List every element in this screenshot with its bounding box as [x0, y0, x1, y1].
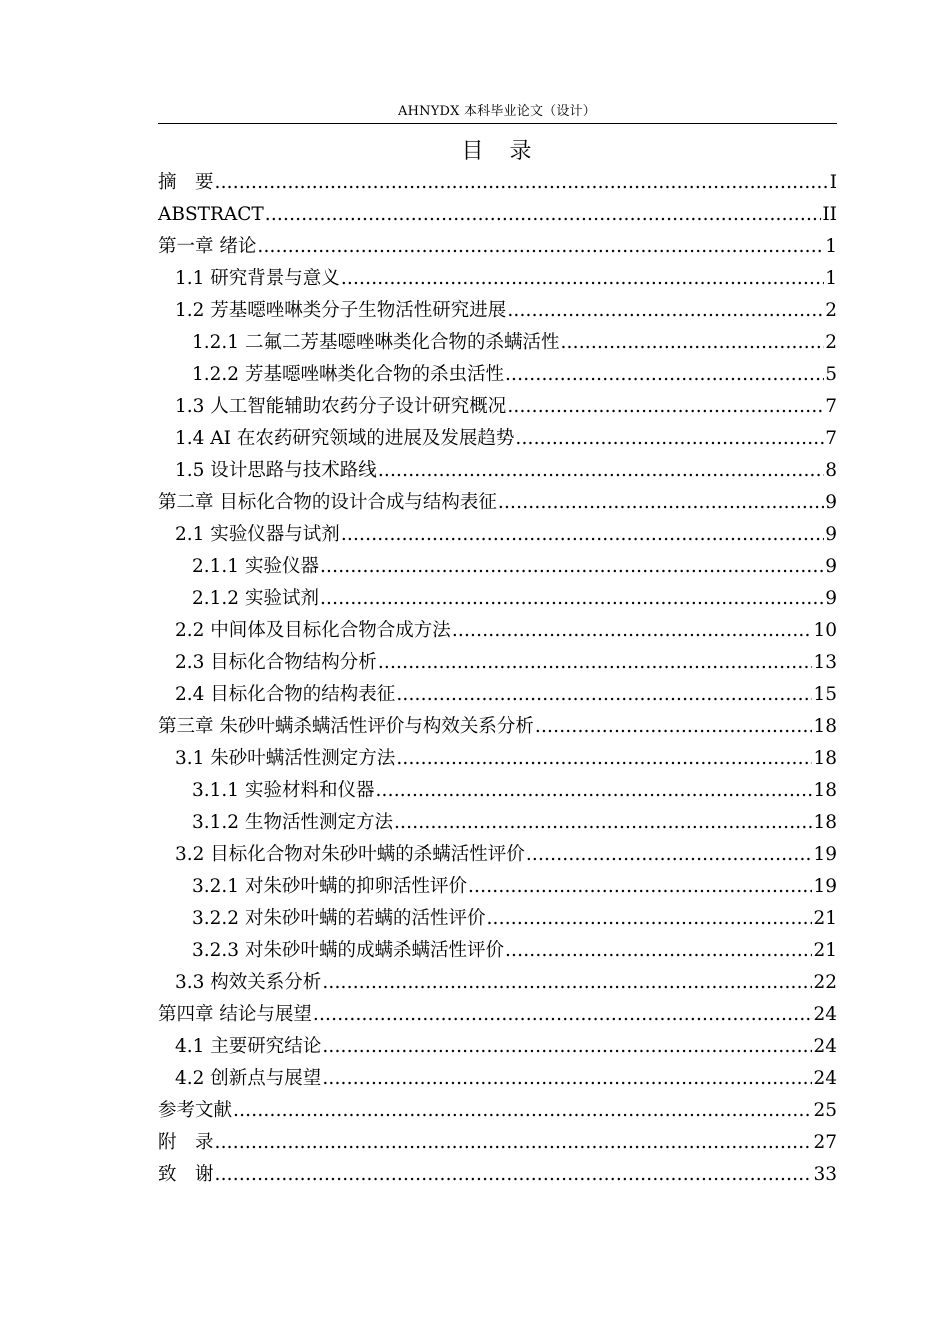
- toc-entry-page-number: 25: [813, 1100, 837, 1121]
- toc-entry-page-number: 1: [825, 268, 837, 289]
- toc-entry[interactable]: [158, 551, 837, 583]
- toc-entry[interactable]: [158, 167, 837, 199]
- toc-entry-page-number: 7: [825, 428, 837, 449]
- toc-entry-label: 3.3 构效关系分析: [175, 972, 322, 993]
- toc-entry-page-number: 10: [813, 620, 837, 641]
- toc-dot-leader: [378, 647, 813, 679]
- toc-dot-leader: [322, 1031, 812, 1063]
- toc-entry-label: 3.2.1 对朱砂叶螨的抑卵活性评价: [192, 876, 467, 897]
- toc-entry-page-number: 19: [813, 844, 837, 865]
- toc-entry-label: 1.2.1 二氟二芳基噁唑啉类化合物的杀螨活性: [192, 332, 560, 353]
- toc-dot-leader: [505, 359, 824, 391]
- toc-entry-page-number: 18: [813, 716, 837, 737]
- toc-entry-page-number: 9: [825, 524, 837, 545]
- toc-entry-page-number: 24: [813, 1004, 837, 1025]
- toc-entry-label: 第四章 结论与展望: [158, 1004, 312, 1025]
- toc-entry[interactable]: [158, 871, 837, 903]
- toc-entry[interactable]: [158, 1127, 837, 1159]
- toc-entry-page-number: 18: [813, 780, 837, 801]
- toc-entry-label: 3.2.2 对朱砂叶螨的若螨的活性评价: [192, 908, 486, 929]
- header-rule: [158, 123, 837, 124]
- toc-entry-page-number: 15: [813, 684, 837, 705]
- toc-dot-leader: [265, 199, 822, 231]
- toc-entry[interactable]: [158, 327, 837, 359]
- toc-entry-page-number: 27: [813, 1132, 837, 1153]
- toc-entry[interactable]: [158, 967, 837, 999]
- toc-entry[interactable]: [158, 519, 837, 551]
- toc-entry-label: 4.1 主要研究结论: [175, 1036, 322, 1057]
- toc-entry-page-number: 22: [813, 972, 837, 993]
- toc-entry-label: 第三章 朱砂叶螨杀螨活性评价与构效关系分析: [158, 716, 534, 737]
- toc-entry-page-number: 21: [813, 908, 837, 929]
- toc-entry-label: 附 录: [158, 1132, 214, 1153]
- toc-dot-leader: [320, 551, 824, 583]
- toc-entry-page-number: 9: [825, 492, 837, 513]
- toc-entry-page-number: 13: [813, 652, 837, 673]
- toc-entry-label: 致 谢: [158, 1164, 214, 1185]
- toc-entry-label: 2.1 实验仪器与试剂: [175, 524, 340, 545]
- toc-dot-leader: [486, 903, 812, 935]
- toc-dot-leader: [215, 1159, 813, 1191]
- toc-dot-leader: [396, 679, 812, 711]
- running-header: AHNYDX 本科毕业论文（设计）: [398, 104, 596, 119]
- toc-entry-label: 4.2 创新点与展望: [175, 1068, 322, 1089]
- toc-entry-label: ABSTRACT: [158, 204, 264, 225]
- toc-entry-label: 1.3 人工智能辅助农药分子设计研究概况: [175, 396, 507, 417]
- toc-entry[interactable]: [158, 743, 837, 775]
- toc-entry-page-number: 24: [813, 1068, 837, 1089]
- table-of-contents: [158, 167, 837, 1191]
- toc-entry-page-number: 1: [825, 236, 837, 257]
- toc-dot-leader: [313, 999, 813, 1031]
- toc-dot-leader: [560, 327, 824, 359]
- toc-entry[interactable]: [158, 679, 837, 711]
- toc-entry-label: 摘 要: [158, 172, 214, 193]
- toc-entry-label: 1.5 设计思路与技术路线: [175, 460, 377, 481]
- toc-dot-leader: [535, 711, 813, 743]
- toc-entry-label: 1.2 芳基噁唑啉类分子生物活性研究进展: [175, 300, 507, 321]
- toc-entry[interactable]: [158, 1095, 837, 1127]
- toc-dot-leader: [257, 231, 824, 263]
- toc-entry-label: 1.4 AI 在农药研究领域的进展及发展趋势: [175, 428, 515, 449]
- toc-entry-label: 2.2 中间体及目标化合物合成方法: [175, 620, 451, 641]
- toc-entry-page-number: 21: [813, 940, 837, 961]
- toc-entry-page-number: 9: [825, 556, 837, 577]
- toc-entry-page-number: 18: [813, 748, 837, 769]
- toc-entry[interactable]: [158, 839, 837, 871]
- toc-dot-leader: [505, 935, 812, 967]
- toc-entry-page-number: 2: [825, 300, 837, 321]
- toc-entry-label: 第一章 绪论: [158, 236, 257, 257]
- toc-entry-page-number: 9: [825, 588, 837, 609]
- toc-entry-page-number: II: [822, 204, 837, 225]
- toc-entry[interactable]: [158, 999, 837, 1031]
- toc-dot-leader: [468, 871, 812, 903]
- toc-dot-leader: [526, 839, 813, 871]
- toc-dot-leader: [507, 391, 824, 423]
- toc-entry[interactable]: [158, 423, 837, 455]
- toc-entry-label: 3.1 朱砂叶螨活性测定方法: [175, 748, 396, 769]
- toc-dot-leader: [394, 807, 812, 839]
- toc-dot-leader: [215, 167, 829, 199]
- toc-dot-leader: [215, 1127, 813, 1159]
- toc-entry-label: 2.4 目标化合物的结构表征: [175, 684, 396, 705]
- toc-entry-page-number: 19: [813, 876, 837, 897]
- toc-entry-page-number: 18: [813, 812, 837, 833]
- toc-entry[interactable]: [158, 807, 837, 839]
- toc-entry-label: 1.2.2 芳基噁唑啉类化合物的杀虫活性: [192, 364, 504, 385]
- toc-dot-leader: [341, 519, 824, 551]
- toc-entry[interactable]: [158, 295, 837, 327]
- toc-entry-page-number: I: [829, 172, 837, 193]
- toc-entry-label: 2.1.1 实验仪器: [192, 556, 319, 577]
- toc-entry[interactable]: [158, 199, 837, 231]
- toc-entry-label: 3.1.2 生物活性测定方法: [192, 812, 393, 833]
- toc-entry-label: 1.1 研究背景与意义: [175, 268, 340, 289]
- toc-entry-label: 3.1.1 实验材料和仪器: [192, 780, 375, 801]
- toc-dot-leader: [452, 615, 813, 647]
- toc-entry[interactable]: [158, 935, 837, 967]
- toc-entry-page-number: 5: [825, 364, 837, 385]
- toc-entry-label: 2.1.2 实验试剂: [192, 588, 319, 609]
- toc-entry[interactable]: [158, 583, 837, 615]
- toc-dot-leader: [322, 1063, 812, 1095]
- toc-entry[interactable]: [158, 647, 837, 679]
- toc-entry-label: 3.2.3 对朱砂叶螨的成螨杀螨活性评价: [192, 940, 504, 961]
- toc-title: 目 录: [461, 139, 534, 164]
- toc-entry[interactable]: [158, 263, 837, 295]
- toc-dot-leader: [515, 423, 824, 455]
- toc-dot-leader: [375, 775, 812, 807]
- toc-entry[interactable]: [158, 1063, 837, 1095]
- toc-dot-leader: [507, 295, 824, 327]
- toc-dot-leader: [233, 1095, 812, 1127]
- toc-entry[interactable]: [158, 391, 837, 423]
- toc-entry[interactable]: [158, 903, 837, 935]
- toc-entry-label: 第二章 目标化合物的设计合成与结构表征: [158, 492, 497, 513]
- toc-entry[interactable]: [158, 1031, 837, 1063]
- toc-entry-label: 参考文献: [158, 1100, 233, 1121]
- toc-entry-label: 2.3 目标化合物结构分析: [175, 652, 377, 673]
- toc-entry-page-number: 7: [825, 396, 837, 417]
- toc-entry-page-number: 24: [813, 1036, 837, 1057]
- toc-dot-leader: [498, 487, 824, 519]
- toc-entry-label: 3.2 目标化合物对朱砂叶螨的杀螨活性评价: [175, 844, 525, 865]
- toc-entry[interactable]: [158, 359, 837, 391]
- toc-entry-page-number: 2: [825, 332, 837, 353]
- toc-entry[interactable]: [158, 775, 837, 807]
- toc-entry[interactable]: [158, 487, 837, 519]
- toc-dot-leader: [341, 263, 824, 295]
- toc-entry[interactable]: [158, 455, 837, 487]
- toc-entry[interactable]: [158, 615, 837, 647]
- toc-dot-leader: [396, 743, 812, 775]
- toc-entry[interactable]: [158, 1159, 837, 1191]
- toc-dot-leader: [378, 455, 824, 487]
- toc-entry-page-number: 8: [825, 460, 837, 481]
- toc-entry[interactable]: [158, 711, 837, 743]
- toc-dot-leader: [320, 583, 824, 615]
- toc-entry-page-number: 33: [813, 1164, 837, 1185]
- toc-entry[interactable]: [158, 231, 837, 263]
- toc-dot-leader: [322, 967, 812, 999]
